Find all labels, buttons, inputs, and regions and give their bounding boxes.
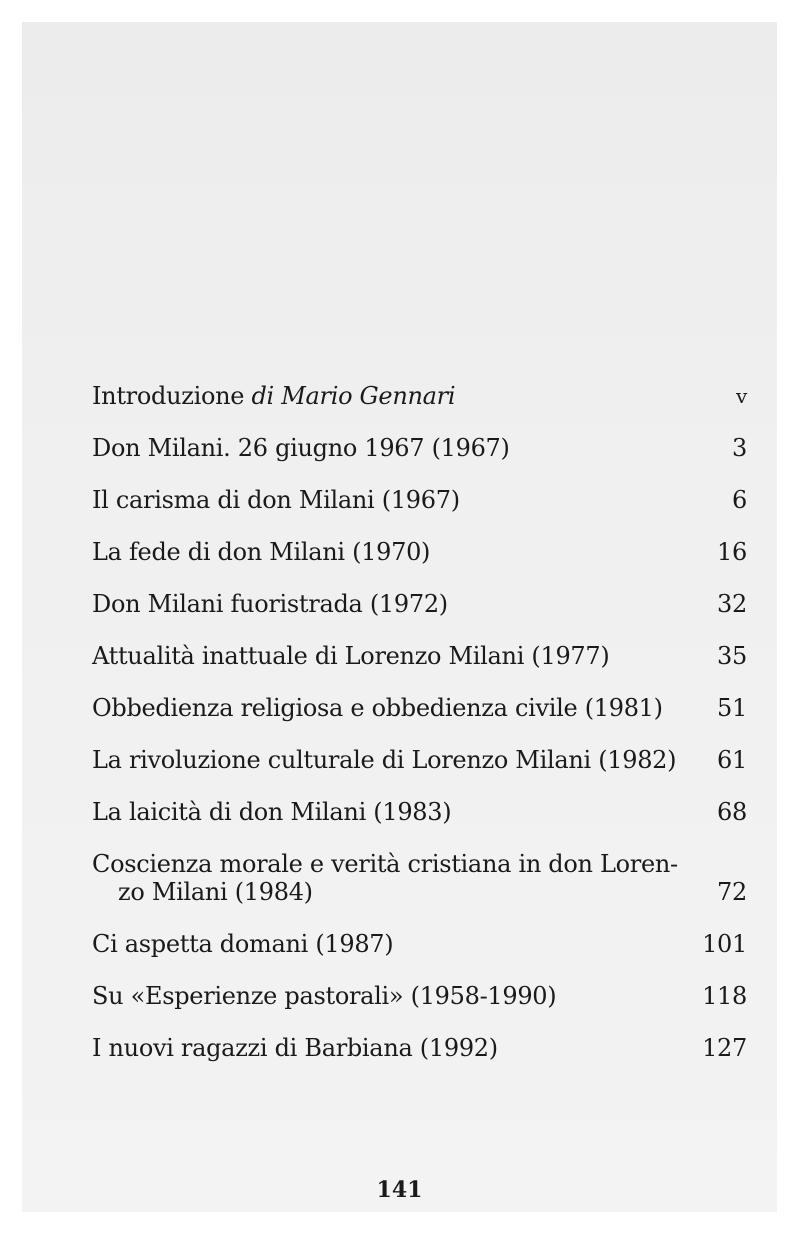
- intro-label: Introduzione: [92, 382, 252, 410]
- toc-entry-page: 51: [717, 694, 747, 722]
- toc-entry-page: 68: [717, 798, 747, 826]
- toc-entry-title: La rivoluzione culturale di Lorenzo Milani (1982): [92, 746, 677, 774]
- toc-entry: [92, 434, 747, 462]
- toc-entry-page: 61: [717, 746, 747, 774]
- toc-entry-page: 32: [717, 590, 747, 618]
- toc-entry-page: 72: [717, 878, 747, 906]
- page-number: 141: [376, 1177, 423, 1203]
- toc-entry-title: Obbedienza religiosa e obbedienza civile (1981): [92, 694, 663, 722]
- toc-entry-title: I nuovi ragazzi di Barbiana (1992): [92, 1034, 498, 1062]
- toc-entry-page: 101: [702, 930, 747, 958]
- toc-entry-title: Il carisma di don Milani (1967): [92, 486, 460, 514]
- toc-entry-title: Attualità inattuale di Lorenzo Milani (1977): [92, 642, 610, 670]
- toc-entry-page: 127: [702, 1034, 747, 1062]
- toc-entry: [92, 850, 747, 906]
- toc-entry-title-line1: Coscienza morale e verità cristiana in don Loren-: [92, 850, 678, 878]
- toc-entry: [92, 642, 747, 670]
- toc-entry-title: La laicità di don Milani (1983): [92, 798, 452, 826]
- toc-entry-page: 16: [717, 538, 747, 566]
- toc-entry-introduction: [92, 382, 747, 410]
- toc-entry-page: v: [736, 384, 747, 408]
- toc-entry-title: La fede di don Milani (1970): [92, 538, 431, 566]
- toc-entry-title: Don Milani fuoristrada (1972): [92, 590, 448, 618]
- toc-entry: [92, 590, 747, 618]
- toc-entry: [92, 694, 747, 722]
- toc-entry: [92, 798, 747, 826]
- intro-author: di Mario Gennari: [251, 382, 456, 410]
- book-page: [22, 22, 777, 1212]
- toc-entry: [92, 982, 747, 1010]
- toc-entry: [92, 486, 747, 514]
- toc-entry: [92, 538, 747, 566]
- toc-entry: [92, 1034, 747, 1062]
- toc-entry: [92, 746, 747, 774]
- table-of-contents: [92, 382, 747, 1086]
- toc-entry: [92, 930, 747, 958]
- toc-entry-page: 3: [732, 434, 747, 462]
- toc-entry-title: [92, 382, 736, 410]
- toc-entry-page: 35: [717, 642, 747, 670]
- toc-entry-page: 6: [732, 486, 747, 514]
- toc-entry-title: Ci aspetta domani (1987): [92, 930, 394, 958]
- toc-entry-title-line2: zo Milani (1984): [118, 878, 313, 906]
- toc-entry-title: Don Milani. 26 giugno 1967 (1967): [92, 434, 510, 462]
- toc-entry-title: [92, 850, 717, 906]
- toc-entry-page: 118: [702, 982, 747, 1010]
- toc-entry-title: Su «Esperienze pastorali» (1958-1990): [92, 982, 557, 1010]
